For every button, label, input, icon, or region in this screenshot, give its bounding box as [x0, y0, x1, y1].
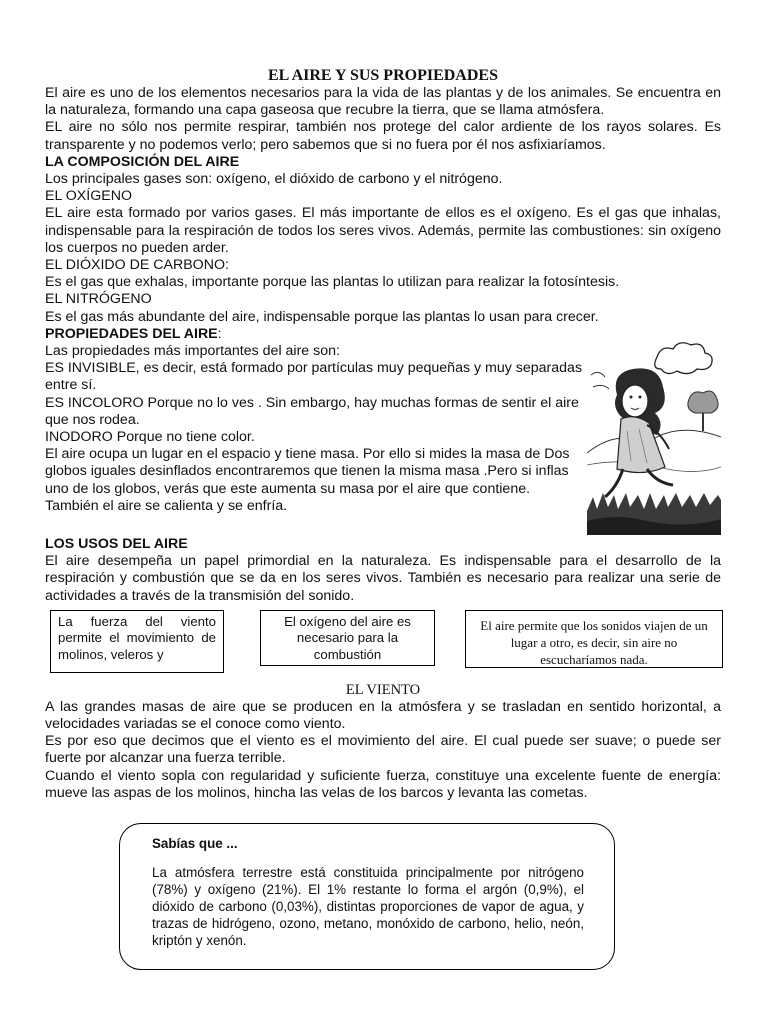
usos-text: El aire desempeña un papel primordial en la naturaleza. Es indispensable para el desarrollo de la respiración y combustión que se da en los seres vivos. También es necesario para realizar una serie de actividades a través de la transmisión del sonido.: [45, 553, 721, 604]
propiedades-intro: Las propiedades más importantes del aire son:: [45, 343, 340, 360]
dioxido-heading: EL DIÓXIDO DE CARBONO:: [45, 257, 229, 274]
nitrogeno-heading: EL NITRÓGENO: [45, 291, 152, 308]
composicion-heading: LA COMPOSICIÓN DEL AIRE: [45, 153, 240, 170]
sabias-text: La atmósfera terrestre está constituida principalmente por nitrógeno (78%) y oxígeno (21%). El 1% restante lo forma el argón (0,9%), el dióxido de carbono (0,03%), distintas proporciones de vapor de agua, y trazas de hidrógeno, ozono, metano, monóxido de carbono, helio, neón, kriptón y xenón.: [152, 865, 584, 948]
oxigeno-text: EL aire esta formado por varios gases. El más importante de ellos es el oxígeno. Es el gas que inhalas, indispensable para la respiración de todos los seres vivos. Además, permite las combustiones: sin oxígeno los cuerpos no pueden arder.: [45, 205, 721, 256]
propiedad-invisible: ES INVISIBLE, es decir, está formado por partículas muy pequeñas y muy separadas entre sí.: [45, 360, 583, 394]
girl-in-wind-illustration: [587, 335, 721, 535]
viento-paragraph-3: Cuando el viento sopla con regularidad y suficiente fuerza, constituye una excelente fuente de energía: mueve las aspas de los molinos, hincha las velas de los barcos y levanta las cometas.: [45, 767, 721, 801]
propiedades-heading-colon: :: [217, 325, 222, 342]
composicion-text: Los principales gases son: oxígeno, el dióxido de carbono y el nitrógeno.: [45, 171, 503, 188]
viento-heading: EL VIENTO: [345, 681, 421, 698]
box-sonidos: El aire permite que los sonidos viajen de un lugar a otro, es decir, sin aire no escucharíamos nada.: [465, 610, 723, 668]
propiedades-heading: PROPIEDADES DEL AIRE: [45, 325, 218, 342]
oxigeno-heading: EL OXÍGENO: [45, 188, 132, 205]
document-page: [45, 66, 721, 802]
box-oxigeno-combustion: El oxígeno del aire es necesario para la combustión: [260, 610, 435, 666]
usos-boxes: [45, 610, 721, 682]
propiedades-text-column: [45, 343, 585, 515]
sabias-que-box: [119, 823, 615, 970]
nitrogeno-text: Es el gas más abundante del aire, indispensable porque las plantas lo usan para crecer.: [45, 308, 599, 325]
page-title: EL AIRE Y SUS PROPIEDADES: [268, 67, 498, 84]
viento-paragraph-1: A las grandes masas de aire que se producen en la atmósfera y se trasladan en sentido horizontal, a velocidades variadas se el conoce como viento.: [45, 698, 721, 733]
propiedad-masa: El aire ocupa un lugar en el espacio y tiene masa. Por ello si mides la masa de Dos globos iguales desinflados encontraremos que tienen la misma masa .Pero si inflas uno de los globos, verás que este aumenta su masa por el aire que contiene. También el aire se calienta y se enfría.: [45, 446, 570, 514]
propiedad-incoloro: ES INCOLORO Porque no lo ves . Sin embargo, hay muchas formas de sentir el aire que nos rodea.: [45, 394, 579, 428]
propiedades-section: [45, 343, 721, 536]
viento-paragraph-2: Es por eso que decimos que el viento es el movimiento del aire. El cual puede ser suave; o puede ser fuerte por alcanzar una fuerza terrible.: [45, 733, 721, 767]
usos-heading: LOS USOS DEL AIRE: [45, 536, 188, 553]
box-fuerza-viento: La fuerza del viento permite el movimiento de molinos, veleros y: [50, 610, 224, 673]
propiedad-inodoro: INODORO Porque no tiene color.: [45, 429, 255, 446]
intro-paragraph-1: El aire es uno de los elementos necesarios para la vida de las plantas y de los animales. Se encuentra en la naturaleza, formando una capa gaseosa que recubre la tierra, que se llama atmósfera.: [45, 85, 721, 119]
dioxido-text: Es el gas que exhalas, importante porque las plantas lo utilizan para realizar la fotosíntesis.: [45, 274, 620, 291]
intro-paragraph-2: EL aire no sólo nos permite respirar, también nos protege del calor ardiente de los rayos solares. Es transparente y no podemos verlo; pero sabemos que si no fuera por él nos asfixiaríamos.: [45, 119, 721, 153]
sabias-title: Sabías que ...: [152, 836, 238, 851]
